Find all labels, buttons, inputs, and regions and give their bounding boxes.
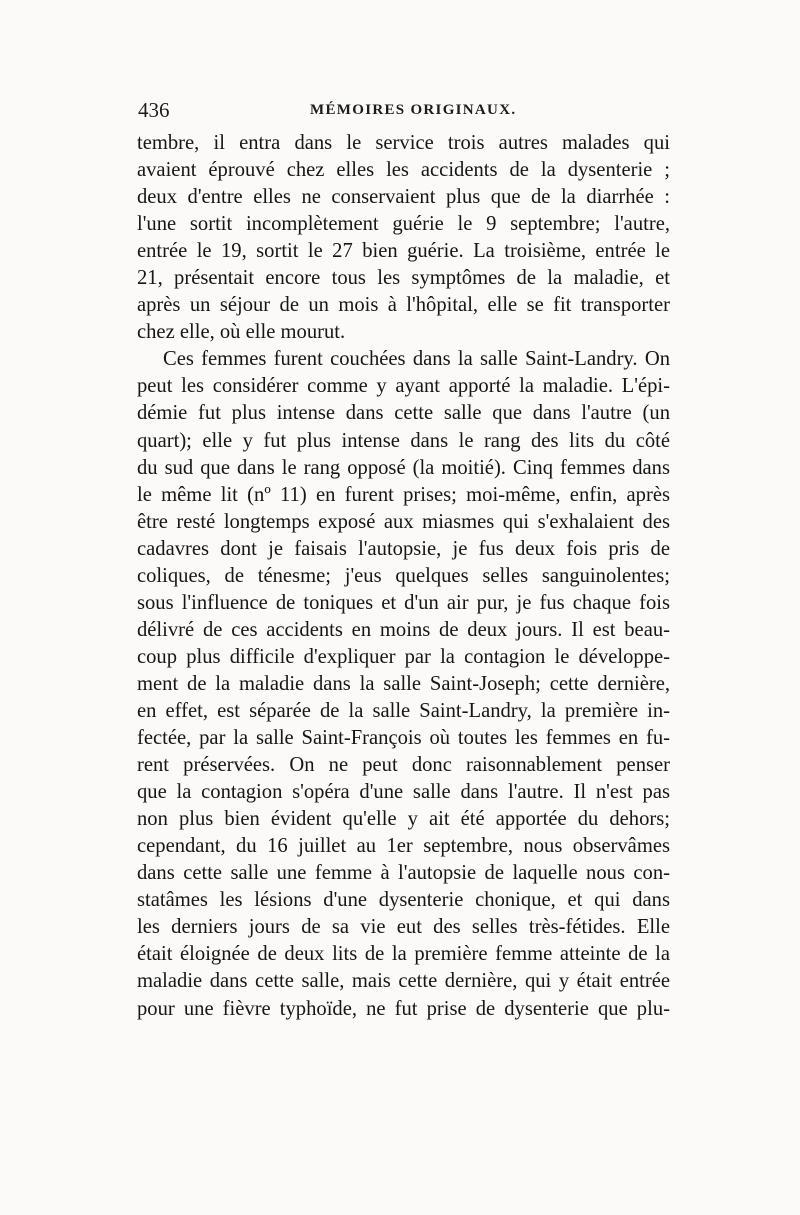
text-line: quart); elle y fut plus intense dans le rang des lits du côté	[137, 429, 670, 452]
text-line: cependant, du 16 juillet au 1er septembre, nous observâmes	[137, 835, 670, 858]
text-line: coliques, de ténesme; j'eus quelques selles sanguinolentes;	[137, 564, 670, 587]
text-line: ment de la maladie dans la salle Saint-Joseph; cette dernière,	[137, 672, 670, 695]
page-number: 436	[138, 98, 170, 122]
text-line: du sud que dans le rang opposé (la moitié). Cinq femmes dans	[137, 456, 670, 479]
text-line: maladie dans cette salle, mais cette dernière, qui y était entrée	[137, 970, 670, 993]
running-title: MÉMOIRES ORIGINAUX.	[310, 102, 517, 118]
text-line: avaient éprouvé chez elles les accidents de la dysenterie ;	[137, 159, 670, 182]
paragraph-start-line: Ces femmes furent couchées dans la salle Saint-Landry. On	[163, 348, 670, 371]
text-line: non plus bien évident qu'elle y ait été apportée du dehors;	[137, 808, 670, 831]
text-line: sous l'influence de toniques et d'un air pur, je fus chaque fois	[137, 591, 670, 614]
text-line: délivré de ces accidents en moins de deux jours. Il est beau-	[137, 618, 670, 641]
text-line: les derniers jours de sa vie eut des selles très-fétides. Elle	[137, 916, 670, 939]
text-line: tembre, il entra dans le service trois autres malades qui	[137, 132, 670, 154]
text-line: était éloignée de deux lits de la première femme atteinte de la	[137, 943, 670, 966]
text-line: coup plus difficile d'expliquer par la contagion le développe-	[137, 645, 670, 668]
text-line: être resté longtemps exposé aux miasmes qui s'exhalaient des	[137, 510, 670, 533]
text-line: peut les considérer comme y ayant apporté la maladie. L'épi-	[137, 375, 670, 398]
text-line: cadavres dont je faisais l'autopsie, je fus deux fois pris de	[137, 537, 670, 560]
text-line: que la contagion s'opéra d'une salle dans l'autre. Il n'est pas	[137, 781, 670, 804]
text-line: le même lit (nº 11) en furent prises; moi-même, enfin, après	[137, 483, 670, 506]
text-line: statâmes les lésions d'une dysenterie chonique, et qui dans	[137, 889, 670, 912]
page-header	[138, 98, 668, 128]
text-line: en effet, est séparée de la salle Saint-Landry, la première in-	[137, 699, 670, 722]
text-line: chez elle, où elle mourut.	[137, 321, 346, 344]
text-line: démie fut plus intense dans cette salle que dans l'autre (un	[137, 402, 670, 425]
text-line: 21, présentait encore tous les symptômes de la maladie, et	[137, 267, 670, 290]
text-line: entrée le 19, sortit le 27 bien guérie. La troisième, entrée le	[137, 240, 670, 263]
text-line: rent préservées. On ne peut donc raisonnablement penser	[137, 754, 670, 777]
text-line: pour une fièvre typhoïde, ne fut prise de dysenterie que plu-	[137, 997, 670, 1020]
text-line: deux d'entre elles ne conservaient plus que de la diarrhée :	[137, 186, 670, 209]
text-line: dans cette salle une femme à l'autopsie de laquelle nous con-	[137, 862, 670, 885]
text-line: l'une sortit incomplètement guérie le 9 septembre; l'autre,	[137, 213, 670, 236]
text-line: fectée, par la salle Saint-François où toutes les femmes en fu-	[137, 727, 670, 750]
text-line: après un séjour de un mois à l'hôpital, elle se fit transporter	[137, 294, 670, 317]
body-text	[137, 130, 670, 1023]
